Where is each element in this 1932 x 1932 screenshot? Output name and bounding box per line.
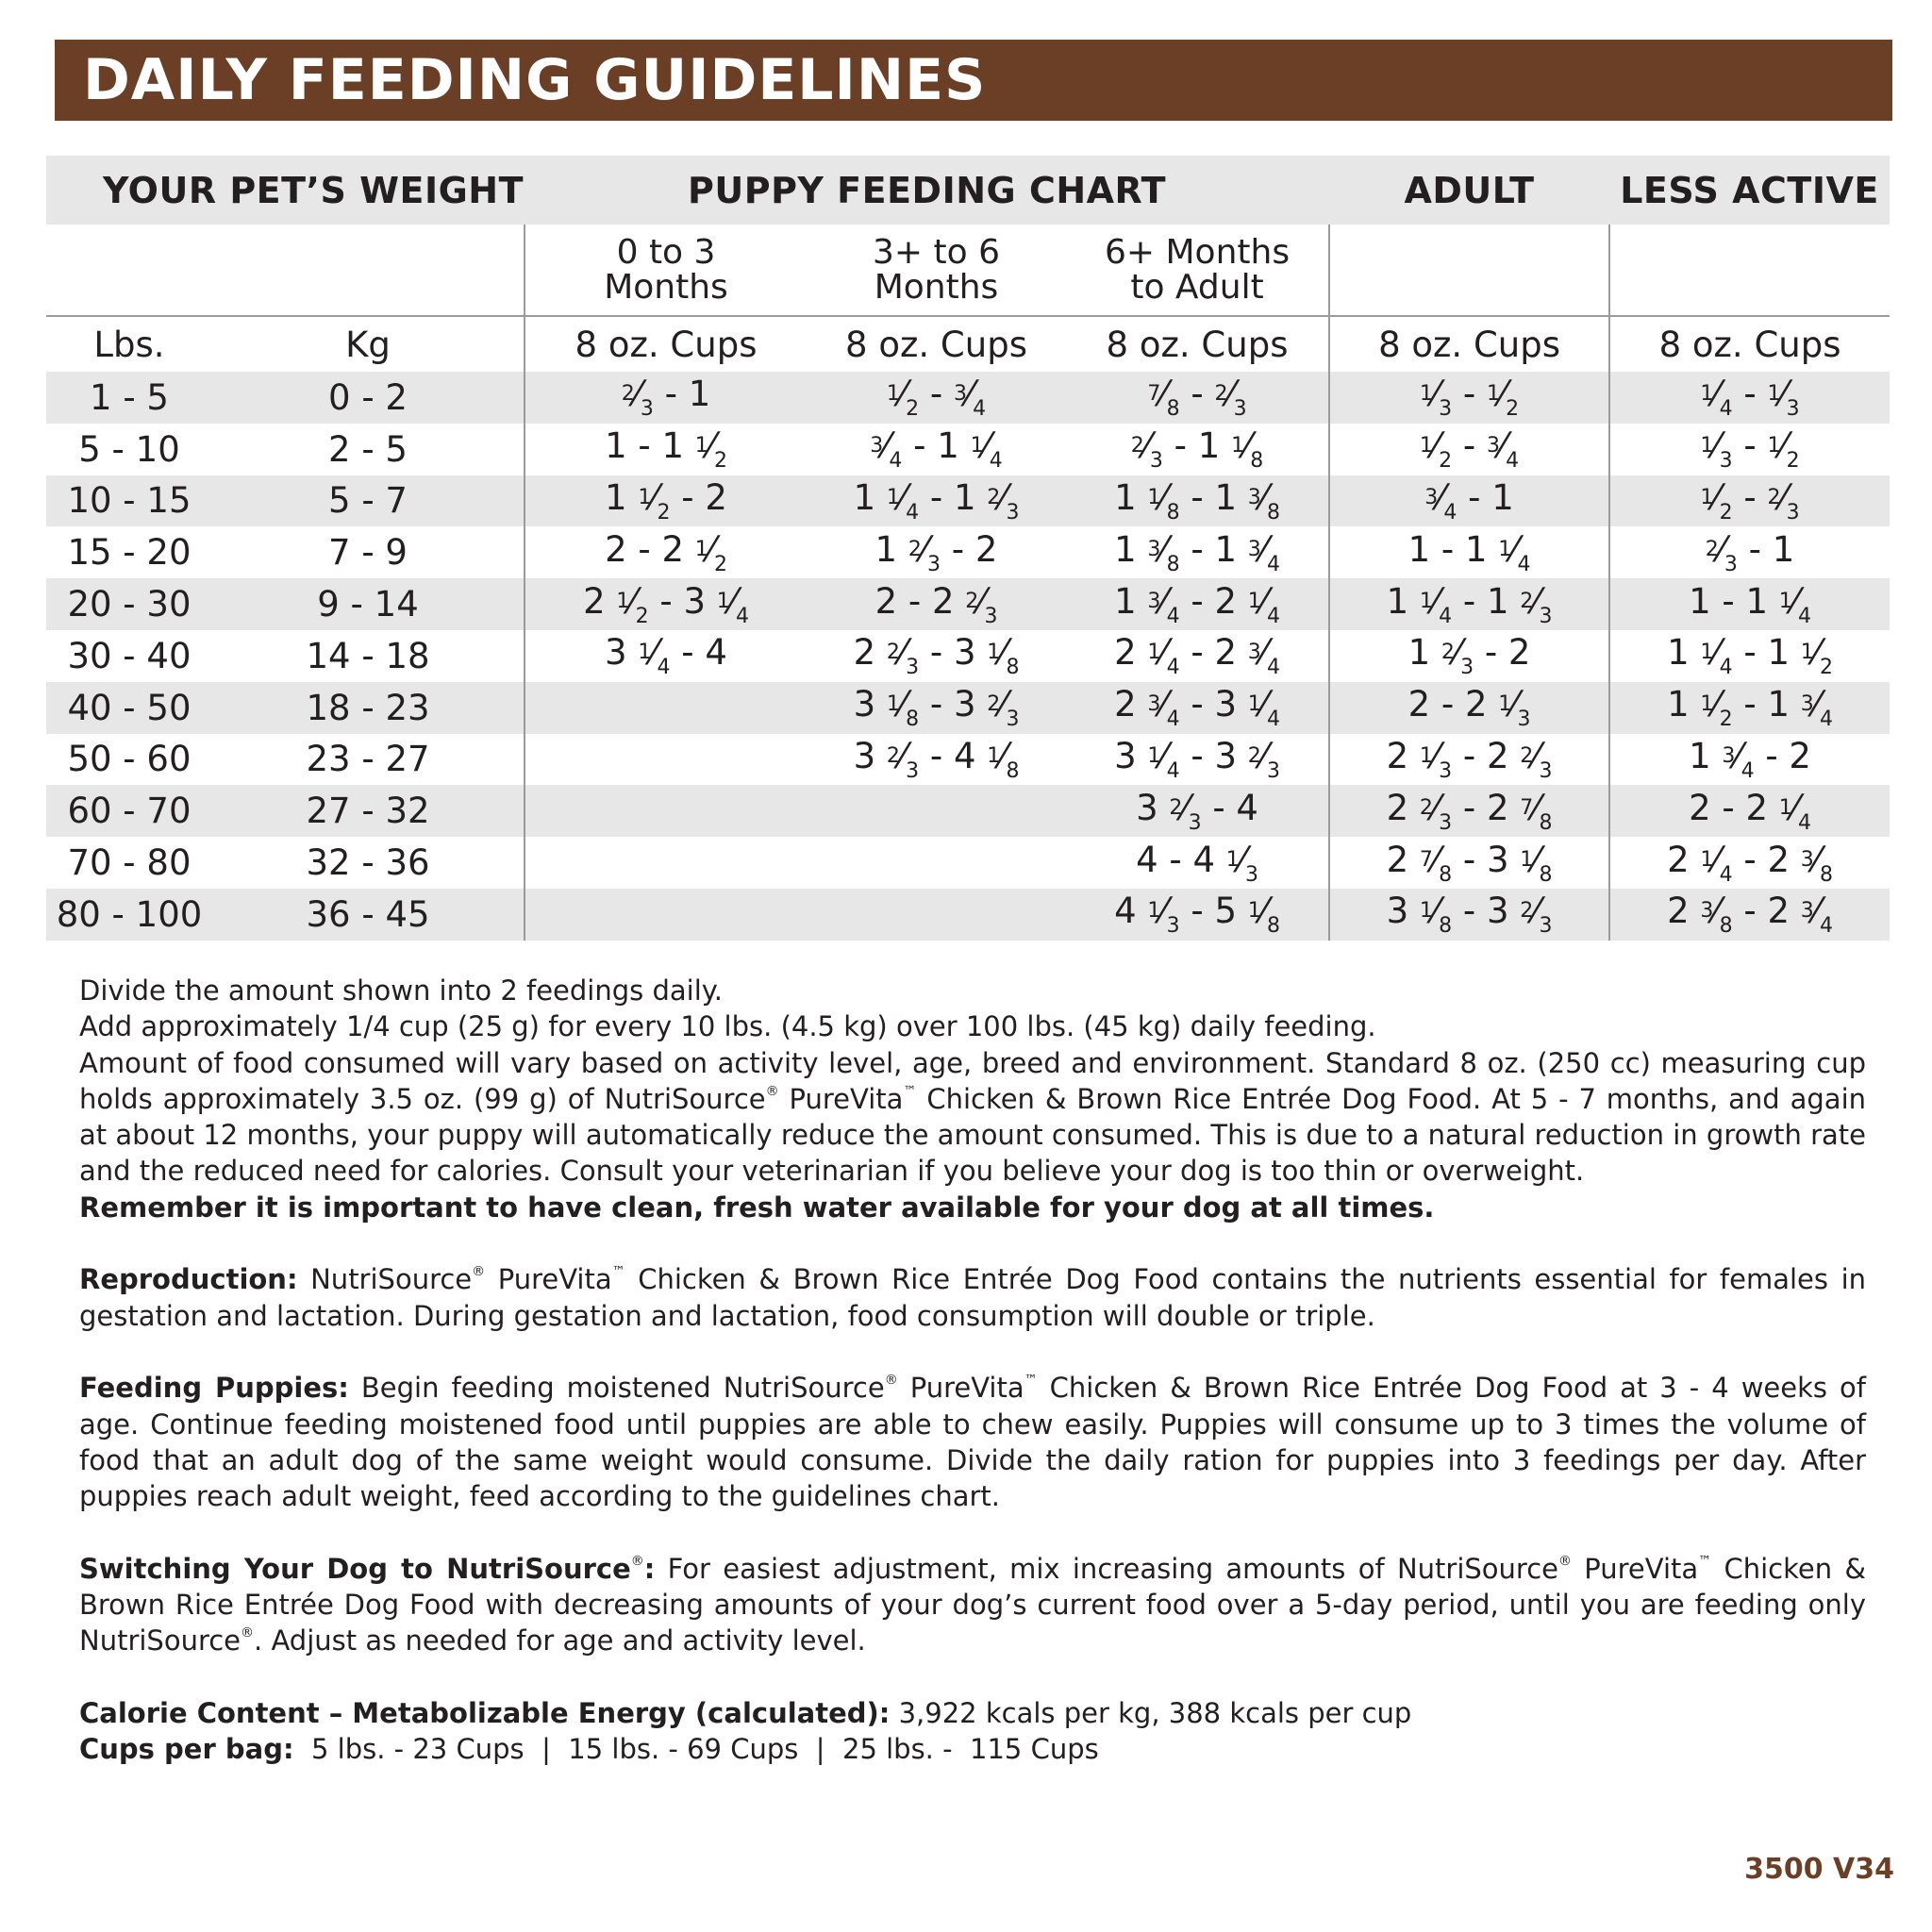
- subheader-3-6-months: 3+ to 6 Months: [807, 225, 1066, 316]
- subheader-empty: [46, 225, 525, 316]
- unit-cups: 8 oz. Cups: [1106, 324, 1289, 365]
- feeding-table: [46, 156, 1890, 941]
- cell-puppy-6-adult: 4 $^1⁄_3 - 5$ $^1⁄_8$: [1066, 889, 1329, 941]
- unit-cups: 8 oz. Cups: [525, 316, 807, 372]
- cell-lbs: 60 - 70: [46, 785, 212, 837]
- cell-kg: 32 - 36: [212, 837, 525, 889]
- cell-puppy-0-3: [525, 889, 807, 941]
- cell-lbs: 30 - 40: [46, 630, 212, 682]
- table-row: [46, 734, 1890, 786]
- title-banner: [55, 40, 1892, 121]
- product-code: 3500 V34: [1744, 1853, 1894, 1886]
- table-row: [46, 578, 1890, 630]
- feeding-puppies-paragraph: Feeding Puppies: Begin feeding moistened NutriSource® PureVita™ Chicken & Brown Rice Entrée Dog Food at 3 - 4 weeks of age. Continue feeding moistened food until puppies are able to chew easily. Puppies will consume up to 3 times the volume of food that an adult dog of the same weight would consume. Divide the daily ration for puppies into 3 feedings per day. After puppies reach adult weight, feed according to the guidelines chart.: [79, 1372, 1866, 1513]
- table-row: [46, 630, 1890, 682]
- weight-header: YOUR PET’S WEIGHT: [46, 156, 525, 225]
- reproduction-paragraph: Reproduction: NutriSource® PureVita™ Chicken & Brown Rice Entrée Dog Food contains the nutrients essential for females in gestation and lactation. During gestation and lactation, food consumption will double or triple.: [79, 1263, 1867, 1332]
- cell-puppy-0-3: [525, 734, 807, 786]
- cell-puppy-0-3: 2 $^1⁄_2 - 3$ $^1⁄_4$: [525, 578, 807, 630]
- page-title: DAILY FEEDING GUIDELINES: [83, 47, 987, 113]
- cell-puppy-6-adult: $^2⁄_3 - 1$ $^1⁄_8$: [1066, 424, 1329, 475]
- note-add: Add approximately 1/4 cup (25 g) for every 10 lbs. (4.5 kg) over 100 lbs. (45 kg) daily feeding.: [79, 1010, 1376, 1043]
- puppy-header: PUPPY FEEDING CHART: [525, 156, 1329, 225]
- cell-less-active: 2 $^1⁄_4 - 2$ $^3⁄_8$: [1609, 837, 1890, 889]
- cell-puppy-3-6: 3 $^2⁄_3 - 4$ $^1⁄_8$: [807, 734, 1066, 786]
- cell-puppy-0-3: 2 - 2 $^1⁄_2$: [525, 526, 807, 578]
- cell-puppy-6-adult: 1 $^1⁄_8 - 1$ $^3⁄_8$: [1066, 475, 1329, 527]
- unit-lbs: Lbs.: [93, 324, 165, 365]
- note-divide: Divide the amount shown into 2 feedings daily.: [79, 974, 723, 1007]
- cell-puppy-3-6: [807, 889, 1066, 941]
- cell-puppy-0-3: 1 - 1 $^1⁄_2$: [525, 424, 807, 475]
- table-row: [46, 526, 1890, 578]
- table-row: [46, 372, 1890, 424]
- cell-puppy-0-3: [525, 682, 807, 734]
- cell-puppy-3-6: 1 $^2⁄_3 - 2$: [807, 526, 1066, 578]
- table-body: [46, 372, 1890, 941]
- less-active-header: LESS ACTIVE: [1609, 156, 1890, 225]
- table-row: [46, 785, 1890, 837]
- unit-kg: Kg: [345, 324, 391, 365]
- cups-per-bag: Cups per bag: 5 lbs. - 23 Cups | 15 lbs. - 69 Cups | 25 lbs. - 115 Cups: [79, 1733, 1099, 1766]
- cell-less-active: 1 $^3⁄_4 - 2$: [1609, 734, 1890, 786]
- cell-adult: 2 $^7⁄_8 - 3$ $^1⁄_8$: [1329, 837, 1609, 889]
- cell-adult: 1 $^2⁄_3 - 2$: [1329, 630, 1609, 682]
- cell-puppy-6-adult: 1 $^3⁄_4 - 2$ $^1⁄_4$: [1066, 578, 1329, 630]
- cell-less-active: 2 $^3⁄_8 - 2$ $^3⁄_4$: [1609, 889, 1890, 941]
- cell-less-active: $^1⁄_4$ - $^1⁄_3$: [1609, 372, 1890, 424]
- cell-kg: 5 - 7: [212, 475, 525, 527]
- adult-header: ADULT: [1329, 156, 1609, 225]
- cell-kg: 36 - 45: [212, 889, 525, 941]
- cell-lbs: 1 - 5: [46, 372, 212, 424]
- cell-kg: 23 - 27: [212, 734, 525, 786]
- calorie-content: Calorie Content – Metabolizable Energy (calculated): 3,922 kcals per kg, 388 kcals per cup: [79, 1696, 1412, 1729]
- cell-puppy-6-adult: 4 - 4 $^1⁄_3$: [1066, 837, 1329, 889]
- unit-cups: 8 oz. Cups: [845, 324, 1027, 365]
- table-row: [46, 889, 1890, 941]
- table-row: [46, 837, 1890, 889]
- subheader-adult-empty: [1329, 225, 1609, 316]
- cell-adult: 1 $^1⁄_4 - 1$ $^2⁄_3$: [1329, 578, 1609, 630]
- cell-puppy-6-adult: 2 $^3⁄_4 - 3$ $^1⁄_4$: [1066, 682, 1329, 734]
- switching-paragraph: Switching Your Dog to NutriSource®: For easiest adjustment, mix increasing amounts of NutriSource® PureVita™ Chicken & Brown Rice Entrée Dog Food with decreasing amounts of your dog’s current food over a 5-day period, until you are feeding only NutriSource®. Adjust as needed for age and activity level.: [79, 1552, 1866, 1657]
- subheader-6-adult: 6+ Months to Adult: [1066, 225, 1329, 316]
- cell-puppy-3-6: 1 $^1⁄_4 - 1$ $^2⁄_3$: [807, 475, 1066, 527]
- cell-lbs: 80 - 100: [46, 889, 212, 941]
- cell-kg: 27 - 32: [212, 785, 525, 837]
- cell-less-active: $^1⁄_2$ - $^2⁄_3$: [1609, 475, 1890, 527]
- cell-less-active: $^1⁄_3$ - $^1⁄_2$: [1609, 424, 1890, 475]
- cell-puppy-3-6: [807, 785, 1066, 837]
- cell-lbs: 10 - 15: [46, 475, 212, 527]
- cell-kg: 9 - 14: [212, 578, 525, 630]
- cell-kg: 7 - 9: [212, 526, 525, 578]
- units-row: [46, 316, 1890, 372]
- cell-adult: $^1⁄_3$ - $^1⁄_2$: [1329, 372, 1609, 424]
- cell-adult: 3 $^1⁄_8 - 3$ $^2⁄_3$: [1329, 889, 1609, 941]
- cell-lbs: 70 - 80: [46, 837, 212, 889]
- cell-puppy-3-6: 2 - 2 $^2⁄_3$: [807, 578, 1066, 630]
- cell-less-active: 1 $^1⁄_4 - 1$ $^1⁄_2$: [1609, 630, 1890, 682]
- cell-adult: 1 - 1 $^1⁄_4$: [1329, 526, 1609, 578]
- cell-puppy-0-3: [525, 785, 807, 837]
- cell-puppy-3-6: 2 $^2⁄_3 - 3$ $^1⁄_8$: [807, 630, 1066, 682]
- cell-puppy-0-3: [525, 837, 807, 889]
- cell-puppy-6-adult: 1 $^3⁄_8 - 1$ $^3⁄_4$: [1066, 526, 1329, 578]
- age-subheader-row: [46, 225, 1890, 316]
- cell-adult: 2 $^1⁄_3 - 2$ $^2⁄_3$: [1329, 734, 1609, 786]
- cell-adult: $^1⁄_2$ - $^3⁄_4$: [1329, 424, 1609, 475]
- cell-puppy-0-3: $^2⁄_3 - 1$: [525, 372, 807, 424]
- note-amount: Amount of food consumed will vary based on activity level, age, breed and environment. Standard 8 oz. (250 cc) measuring cup holds approximately 3.5 oz. (99 g) of NutriSource® PureVita™ Chicken & Brown Rice Entrée Dog Food. At 5 - 7 months, and again at about 12 months, your puppy will automatically reduce the amount consumed. This is due to a natural reduction in growth rate and the reduced need for calories. Consult your veterinarian if you believe your dog is too thin or overweight.: [79, 1046, 1867, 1188]
- note-water: Remember it is important to have clean, fresh water available for your dog at all times.: [79, 1191, 1435, 1224]
- cell-adult: 2 - 2 $^1⁄_3$: [1329, 682, 1609, 734]
- cell-adult: 2 $^2⁄_3 - 2$ $^7⁄_8$: [1329, 785, 1609, 837]
- cell-kg: 2 - 5: [212, 424, 525, 475]
- cell-kg: 0 - 2: [212, 372, 525, 424]
- cell-lbs: 20 - 30: [46, 578, 212, 630]
- cell-lbs: 40 - 50: [46, 682, 212, 734]
- feeding-notes: [79, 973, 1866, 1768]
- cell-less-active: $^2⁄_3 - 1$: [1609, 526, 1890, 578]
- cell-puppy-0-3: 3 $^1⁄_4 - 4$: [525, 630, 807, 682]
- cell-puppy-6-adult: 3 $^1⁄_4 - 3$ $^2⁄_3$: [1066, 734, 1329, 786]
- cell-puppy-6-adult: 2 $^1⁄_4 - 2$ $^3⁄_4$: [1066, 630, 1329, 682]
- subheader-0-3-months: 0 to 3 Months: [525, 225, 807, 316]
- cell-puppy-6-adult: 3 $^2⁄_3 - 4$: [1066, 785, 1329, 837]
- table-row: [46, 682, 1890, 734]
- unit-cups: 8 oz. Cups: [1609, 316, 1890, 372]
- cell-less-active: 2 - 2 $^1⁄_4$: [1609, 785, 1890, 837]
- table-header-row: [46, 156, 1890, 225]
- cell-puppy-0-3: 1 $^1⁄_2 - 2$: [525, 475, 807, 527]
- cell-kg: 18 - 23: [212, 682, 525, 734]
- cell-kg: 14 - 18: [212, 630, 525, 682]
- subheader-less-active-empty: [1609, 225, 1890, 316]
- table-row: [46, 424, 1890, 475]
- cell-lbs: 15 - 20: [46, 526, 212, 578]
- cell-puppy-3-6: $^3⁄_4 - 1$ $^1⁄_4$: [807, 424, 1066, 475]
- unit-cups: 8 oz. Cups: [1329, 316, 1609, 372]
- cell-puppy-3-6: [807, 837, 1066, 889]
- cell-puppy-3-6: $^1⁄_2$ - $^3⁄_4$: [807, 372, 1066, 424]
- table-row: [46, 475, 1890, 527]
- cell-puppy-6-adult: $^7⁄_8$ - $^2⁄_3$: [1066, 372, 1329, 424]
- cell-less-active: 1 - 1 $^1⁄_4$: [1609, 578, 1890, 630]
- cell-puppy-3-6: 3 $^1⁄_8 - 3$ $^2⁄_3$: [807, 682, 1066, 734]
- cell-lbs: 5 - 10: [46, 424, 212, 475]
- cell-lbs: 50 - 60: [46, 734, 212, 786]
- cell-adult: $^3⁄_4 - 1$: [1329, 475, 1609, 527]
- cell-less-active: 1 $^1⁄_2 - 1$ $^3⁄_4$: [1609, 682, 1890, 734]
